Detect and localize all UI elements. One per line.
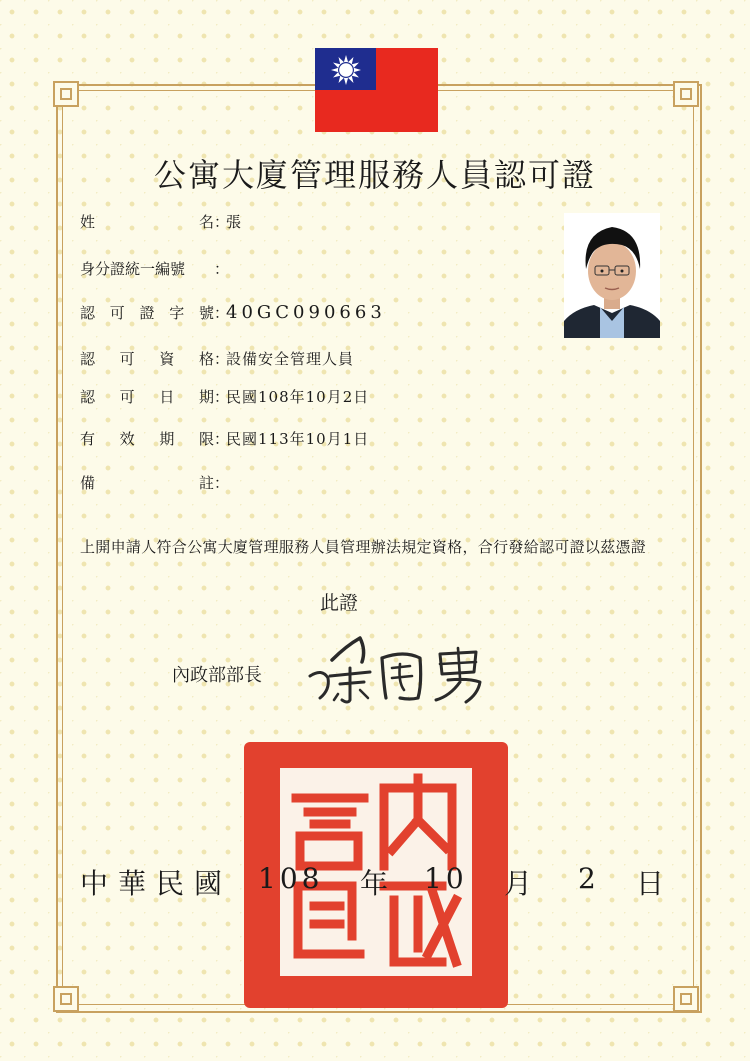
field-colon: ： xyxy=(214,388,230,406)
label-char: 名 xyxy=(198,213,214,231)
field-value: 張 xyxy=(226,213,243,231)
label-char: 字 xyxy=(169,304,185,322)
field-certificate-number xyxy=(80,302,386,323)
field-label xyxy=(80,428,214,449)
label-char: 備 xyxy=(80,474,96,492)
corner-ornament-bottom-right xyxy=(673,986,699,1012)
field-approval-date xyxy=(80,386,369,407)
date-era-char: 華 xyxy=(118,867,147,900)
date-era-char: 國 xyxy=(194,867,223,900)
date-day-unit: 日 xyxy=(636,867,665,900)
field-label xyxy=(80,348,214,369)
field-valid-until xyxy=(80,428,369,449)
label-char: 身分證統一編號 xyxy=(80,260,186,278)
corner-ornament-top-left xyxy=(53,81,79,107)
date-month-unit: 月 xyxy=(504,867,533,900)
label-char: 註 xyxy=(198,474,214,492)
label-char: 證 xyxy=(139,304,155,322)
signature-image xyxy=(300,628,500,708)
field-label xyxy=(80,386,214,407)
label-char: 可 xyxy=(109,304,125,322)
field-value: 民國108年10月2日 xyxy=(226,388,370,406)
field-id-number xyxy=(80,258,230,279)
field-remarks xyxy=(80,472,230,493)
corner-ornament-bottom-left xyxy=(53,986,79,1012)
handwritten-signature xyxy=(300,628,500,712)
corner-ornament-top-right xyxy=(673,81,699,107)
label-char: 姓 xyxy=(80,213,96,231)
label-char: 期 xyxy=(198,388,214,406)
date-year: 108 xyxy=(258,862,324,895)
field-colon: ： xyxy=(214,474,230,492)
field-value: 40GC090663 xyxy=(226,302,386,323)
field-label xyxy=(80,472,214,493)
field-label xyxy=(80,211,214,232)
flag-canton xyxy=(315,48,376,90)
portrait-image xyxy=(564,213,660,338)
certify-text: 此證 xyxy=(320,592,359,614)
label-char: 效 xyxy=(119,430,135,448)
label-char: 有 xyxy=(80,430,96,448)
field-name xyxy=(80,211,242,232)
label-char: 日 xyxy=(159,388,175,406)
date-day: 2 xyxy=(578,862,596,895)
field-label xyxy=(80,302,214,323)
label-char: 可 xyxy=(119,350,135,368)
date-month: 10 xyxy=(424,862,468,895)
field-colon: ： xyxy=(214,213,230,231)
field-colon: ： xyxy=(214,304,230,322)
portrait-photo xyxy=(564,213,660,338)
field-colon: ： xyxy=(214,430,230,448)
field-colon: ： xyxy=(214,260,230,278)
label-char: 格 xyxy=(198,350,214,368)
label-char: 認 xyxy=(80,350,96,368)
field-value: 民國113年10月1日 xyxy=(226,430,370,448)
label-char: 可 xyxy=(119,388,135,406)
label-char: 期 xyxy=(159,430,175,448)
issue-date-line xyxy=(80,862,680,902)
label-char: 認 xyxy=(80,388,96,406)
field-label xyxy=(80,258,214,279)
field-colon: ： xyxy=(214,350,230,368)
certificate-title: 公寓大廈管理服務人員認可證 xyxy=(153,156,596,194)
date-era-char: 民 xyxy=(156,867,185,900)
date-era-char: 中 xyxy=(80,867,109,900)
white-sun-icon xyxy=(330,54,362,86)
field-value: 設備安全管理人員 xyxy=(226,350,355,368)
field-qualification xyxy=(80,348,354,369)
date-year-unit: 年 xyxy=(360,867,389,900)
label-char: 號 xyxy=(198,304,214,322)
label-char: 限 xyxy=(198,430,214,448)
minister-title: 內政部部長 xyxy=(172,665,262,686)
label-char: 資 xyxy=(159,350,175,368)
certificate-statement: 上開申請人符合公寓大廈管理服務人員管理辦法規定資格，合行發給認可證以茲憑證 xyxy=(80,538,647,556)
roc-flag-icon xyxy=(315,48,438,132)
label-char: 認 xyxy=(80,304,96,322)
